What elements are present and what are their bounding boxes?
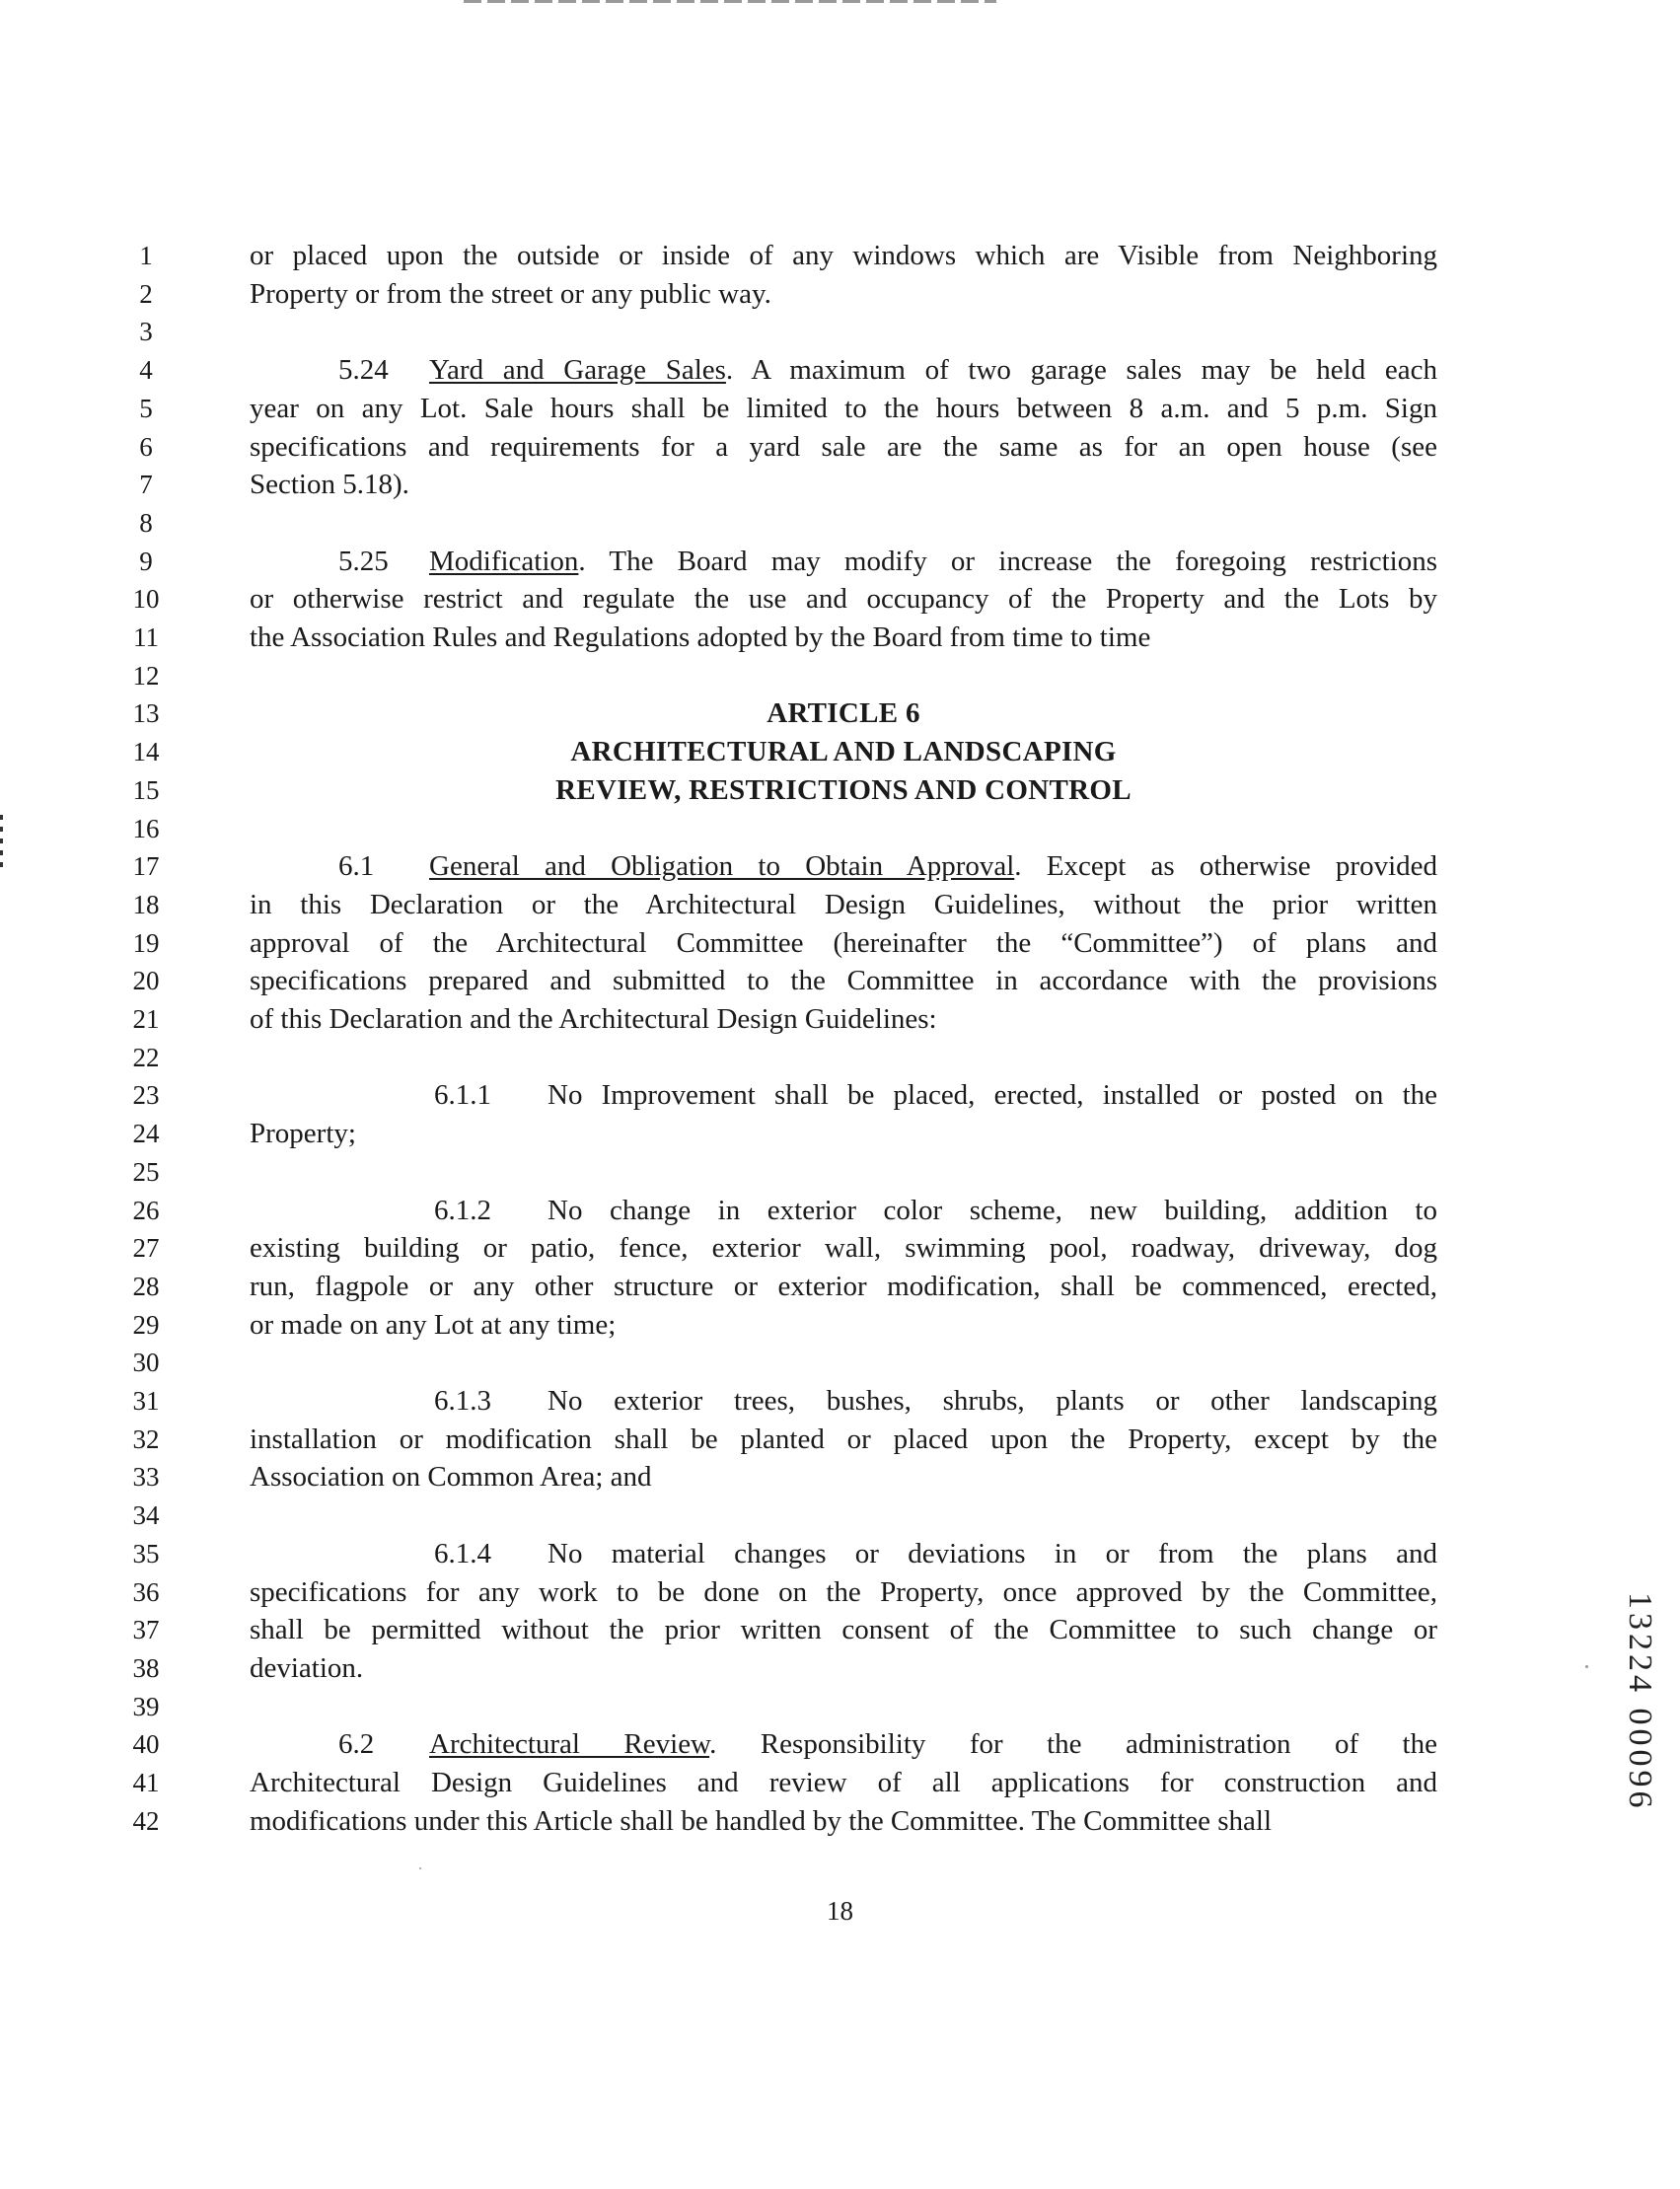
text-line	[0, 886, 1680, 924]
text-line	[0, 1153, 1680, 1192]
section-title: Yard and Garage Sales	[429, 354, 726, 387]
text-line	[0, 1268, 1680, 1306]
line-number: 32	[132, 1423, 160, 1454]
text-line	[0, 1649, 1680, 1688]
text-line	[0, 1802, 1680, 1841]
line-number: 39	[132, 1691, 160, 1721]
section-text: . A maximum of two garage sales may be held each	[725, 354, 1437, 387]
section-number: 6.1	[338, 850, 375, 883]
section-number: 5.24	[338, 354, 389, 387]
line-number: 33	[132, 1462, 160, 1493]
text-line	[0, 580, 1680, 619]
subsection-line	[434, 1382, 1437, 1421]
line-number: 7	[139, 470, 153, 500]
side-document-id-text	[1602, 1592, 1658, 1849]
line-number: 10	[132, 584, 160, 615]
text-line	[0, 1421, 1680, 1459]
line-number: 36	[132, 1576, 160, 1607]
subsection-line	[434, 1535, 1437, 1573]
scan-speck	[1585, 1665, 1588, 1668]
body-text: or otherwise restrict and regulate the use and occupancy of the Property and the Lots by	[250, 583, 1437, 616]
body-text: in this Declaration or the Architectural Design Guidelines, without the prior written	[250, 888, 1437, 920]
section-text: . Except as otherwise provided	[1014, 850, 1437, 883]
section-line	[338, 351, 1437, 390]
text-line	[0, 962, 1680, 1000]
line-number: 9	[139, 546, 153, 576]
text-line	[0, 504, 1680, 543]
article-heading: ARTICLE 6	[767, 697, 920, 730]
body-text: modifications under this Article shall be handled by the Committee. The Committee shall	[250, 1804, 1273, 1837]
text-line	[0, 313, 1680, 351]
page-number: 18	[827, 1896, 853, 1926]
body-text: Section 5.18).	[250, 469, 409, 501]
line-number: 41	[132, 1768, 160, 1797]
subsection-number: 6.1.2	[434, 1194, 491, 1226]
svg-text:13224 00096: 13224 00096	[1622, 1592, 1658, 1812]
line-number: 40	[132, 1729, 160, 1760]
side-document-id	[1602, 1592, 1658, 1849]
line-number: 23	[132, 1080, 160, 1111]
text-line	[0, 275, 1680, 314]
text-line	[0, 1764, 1680, 1802]
line-number: 6	[139, 431, 153, 462]
body-text: deviation.	[250, 1651, 364, 1684]
article-heading: ARCHITECTURAL AND LANDSCAPING	[570, 736, 1117, 768]
line-number: 21	[132, 1004, 160, 1034]
body-text: installation or modification shall be planted or placed upon the Property, except by the	[250, 1423, 1437, 1455]
body-text: specifications prepared and submitted to the Committee in accordance with the provisions	[250, 965, 1437, 997]
text-line	[0, 1382, 1680, 1421]
line-number: 42	[132, 1805, 160, 1836]
body-text: of this Declaration and the Architectural Design Guidelines:	[250, 1003, 937, 1035]
section-title: Modification	[429, 545, 579, 577]
text-line	[0, 390, 1680, 428]
subsection-text: No material changes or deviations in or from the plans and	[548, 1537, 1437, 1569]
text-line	[0, 1344, 1680, 1382]
line-number: 37	[132, 1615, 160, 1645]
line-number: 14	[132, 737, 160, 767]
section-title: Architectural Review	[429, 1728, 710, 1761]
subsection-number: 6.1.1	[434, 1079, 491, 1112]
line-number: 2	[139, 278, 153, 309]
line-number: 38	[132, 1652, 160, 1683]
subsection-line	[434, 1192, 1437, 1230]
body-text: Architectural Design Guidelines and review of all applications for construction and	[250, 1767, 1437, 1798]
line-number: 8	[139, 507, 153, 538]
line-number: 34	[132, 1500, 160, 1531]
line-number: 25	[132, 1156, 160, 1187]
text-line	[0, 1458, 1680, 1496]
body-text: year on any Lot. Sale hours shall be limited to the hours between 8 a.m. and 5 p.m. Sign	[250, 392, 1437, 424]
line-number: 22	[132, 1042, 160, 1072]
line-number: 17	[132, 851, 160, 882]
section-title: General and Obligation to Obtain Approval	[429, 850, 1015, 883]
text-line	[0, 1496, 1680, 1535]
body-text: specifications for any work to be done on the Property, once approved by the Committee,	[250, 1575, 1437, 1608]
line-number: 16	[132, 813, 160, 843]
text-line	[0, 1229, 1680, 1268]
top-scan-rule	[464, 0, 996, 3]
text-line	[0, 1573, 1680, 1612]
body-text: run, flagpole or any other structure or exterior modification, shall be commenced, erected,	[250, 1270, 1437, 1302]
line-number: 4	[139, 355, 153, 386]
line-number: 28	[132, 1271, 160, 1301]
body-text: Property;	[250, 1118, 356, 1150]
line-number: 19	[132, 927, 160, 958]
text-line	[0, 1725, 1680, 1764]
text-line	[0, 657, 1680, 695]
body-text: approval of the Architectural Committee (hereinafter the “Committee”) of plans and	[250, 926, 1437, 959]
line-number: 26	[132, 1195, 160, 1225]
line-number: 15	[132, 774, 160, 805]
line-number: 1	[139, 241, 153, 270]
text-line	[0, 1535, 1680, 1573]
text-line	[0, 1611, 1680, 1649]
line-number: 3	[139, 317, 153, 347]
subsection-text: No Improvement shall be placed, erected, installed or posted on the	[548, 1079, 1437, 1112]
subsection-text: No change in exterior color scheme, new building, addition to	[548, 1194, 1437, 1226]
line-number: 18	[132, 889, 160, 919]
text-line	[0, 924, 1680, 963]
line-number: 29	[132, 1309, 160, 1340]
text-line	[0, 1039, 1680, 1077]
line-number: 35	[132, 1538, 160, 1569]
line-number: 5	[139, 393, 153, 423]
body-text: existing building or patio, fence, exterior wall, swimming pool, roadway, driveway, dog	[250, 1232, 1437, 1265]
text-line	[0, 1306, 1680, 1345]
text-line	[0, 1688, 1680, 1726]
text-line	[0, 810, 1680, 848]
body-text: or placed upon the outside or inside of any windows which are Visible from Neighboring	[250, 240, 1437, 271]
section-line	[338, 1725, 1437, 1764]
subsection-number: 6.1.3	[434, 1385, 491, 1417]
line-number: 20	[132, 966, 160, 996]
text-line	[0, 1000, 1680, 1039]
section-line	[338, 847, 1437, 886]
text-line	[0, 1192, 1680, 1230]
line-number: 30	[132, 1348, 160, 1378]
scan-speck	[419, 1867, 421, 1869]
text-line	[0, 237, 1680, 275]
line-number: 13	[132, 698, 160, 729]
body-text: the Association Rules and Regulations adopted by the Board from time to time	[250, 621, 1151, 653]
section-text: . Responsibility for the administration of the	[709, 1728, 1437, 1761]
text-line	[0, 543, 1680, 581]
line-number: 31	[132, 1386, 160, 1416]
line-number: 27	[132, 1233, 160, 1264]
line-number: 11	[133, 622, 159, 652]
text-line	[0, 351, 1680, 390]
subsection-number: 6.1.4	[434, 1537, 491, 1569]
text-line	[0, 619, 1680, 657]
section-number: 6.2	[338, 1728, 375, 1761]
body-text: or made on any Lot at any time;	[250, 1308, 617, 1341]
text-line	[0, 771, 1680, 810]
section-number: 5.25	[338, 545, 389, 577]
text-line	[0, 733, 1680, 771]
article-heading: REVIEW, RESTRICTIONS AND CONTROL	[555, 773, 1132, 806]
body-text: Property or from the street or any public way.	[250, 277, 771, 310]
text-line	[0, 847, 1680, 886]
subsection-line	[434, 1076, 1437, 1115]
section-line	[338, 543, 1437, 581]
text-line	[0, 466, 1680, 504]
line-number: 12	[132, 660, 160, 691]
subsection-text: No exterior trees, bushes, shrubs, plants or other landscaping	[548, 1385, 1437, 1417]
text-line	[0, 694, 1680, 733]
line-number: 24	[132, 1119, 160, 1149]
text-line	[0, 428, 1680, 467]
text-line	[0, 1076, 1680, 1115]
body-text: shall be permitted without the prior written consent of the Committee to such change or	[250, 1614, 1437, 1646]
body-text: Association on Common Area; and	[250, 1461, 652, 1494]
body-text: specifications and requirements for a yard sale are the same as for an open house (see	[250, 430, 1437, 463]
text-line	[0, 1115, 1680, 1153]
section-text: . The Board may modify or increase the foregoing restrictions	[578, 545, 1437, 577]
